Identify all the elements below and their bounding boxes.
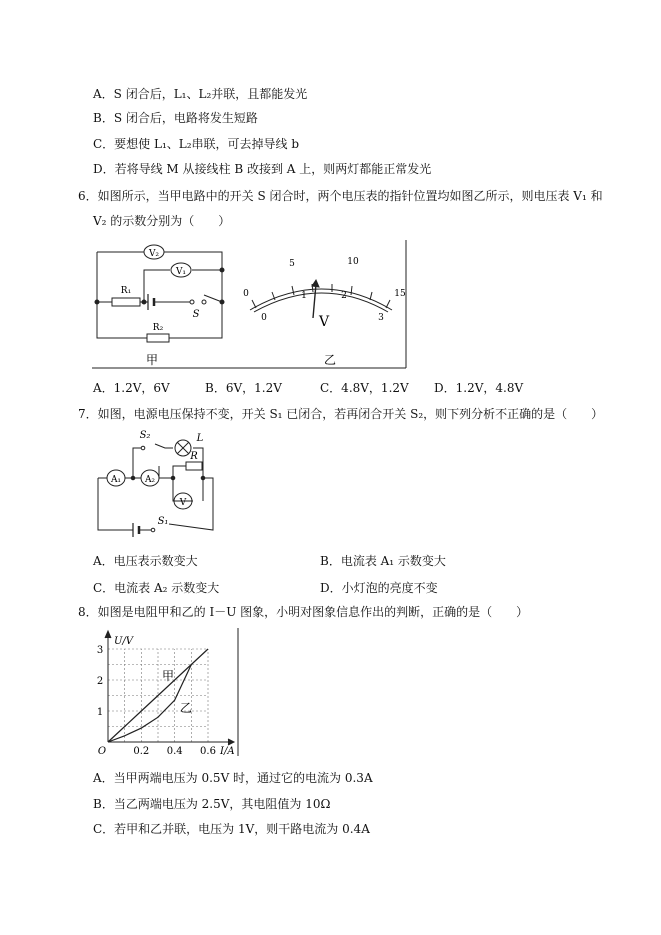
q5-option-b: B．S 闭合后，电路将发生短路 [93,111,258,125]
outer-tick-15: 15 [394,289,406,299]
q7-option-d: D．小灯泡的亮度不变 [320,581,438,595]
x-tick-label: 0.2 [133,746,150,757]
q7-figure [93,428,218,538]
x-axis-label: I/A [220,746,235,757]
q6-stem-line1: 6．如图所示，当甲电路中的开关 S 闭合时，两个电压表的指针位置均如图乙所示，则电压表 V₁ 和 [78,189,603,203]
outer-tick-0: 0 [243,289,249,299]
resistor-r1 [112,298,140,306]
q5-option-c: C．要想使 L₁、L₂串联，可去掉导线 b [93,137,300,151]
resistor-r [186,462,202,470]
meter-unit: V [318,314,330,330]
q6-stem-line2: V₂ 的示数分别为（ ） [93,214,231,228]
q7-option-b: B．电流表 A₁ 示数变大 [320,554,446,568]
q6-figure [92,240,412,370]
q8-chart [92,628,242,758]
label-yi: 乙 [323,353,337,367]
q8-stem: 8．如图是电阻甲和乙的 I－U 图象，小明对图象信息作出的判断，正确的是（ ） [78,605,529,619]
origin-label: O [97,746,107,757]
y-tick-label: 3 [96,645,104,656]
label-v: V [179,498,187,508]
label-a1: A₁ [110,475,122,485]
q7-option-a: A．电压表示数变大 [93,554,198,568]
outer-tick-5: 5 [289,259,295,269]
q5-option-d: D．若将导线 M 从接线柱 B 改接到 A 上，则两灯都能正常发光 [93,162,432,176]
x-tick-label: 0.6 [200,746,216,757]
label-jia: 甲 [145,353,159,367]
q6-option-c: C．4.8V，1.2V [320,381,409,395]
inner-tick-1: 1 [301,291,307,301]
label-r2: R₂ [152,323,164,333]
label-r: R [190,451,198,462]
voltmeter-dial [250,280,392,318]
label-v2: V₂ [148,249,160,259]
q6-option-a: A．1.2V，6V [93,381,170,395]
q7-stem: 7．如图，电源电压保持不变，开关 S₁ 已闭合，若再闭合开关 S₂，则下列分析不正确的是（ ） [78,407,604,421]
q8-option-b: B．当乙两端电压为 2.5V，其电阻值为 10Ω [93,797,331,811]
q6-option-b: B．6V，1.2V [205,381,282,395]
q7-option-c: C．电流表 A₂ 示数变大 [93,581,220,595]
q8-option-a: A．当甲两端电压为 0.5V 时，通过它的电流为 0.3A [93,771,373,785]
label-s2: S₂ [139,430,151,441]
label-a2: A₂ [144,475,156,485]
series-label-jia: 甲 [162,669,175,683]
outer-tick-10: 10 [347,257,359,267]
x-tick-label: 0.4 [166,746,183,757]
y-tick-label: 2 [96,676,104,687]
label-r1: R₁ [120,286,132,296]
q5-option-a: A．S 闭合后，L₁、L₂并联，且都能发光 [93,87,308,101]
label-s: S [192,309,200,320]
y-tick-label: 1 [96,707,104,718]
resistor-r2 [147,334,169,342]
q8-option-c: C．若甲和乙并联，电压为 1V，则干路电流为 0.4A [93,822,370,836]
label-v1: V₁ [175,267,187,277]
label-s1: S₁ [157,516,169,527]
y-axis-label: U/V [114,636,134,647]
label-l: L [196,433,204,444]
inner-tick-0: 0 [261,313,267,323]
inner-tick-3: 3 [378,313,384,323]
series-label-yi: 乙 [180,701,193,715]
inner-tick-2: 2 [341,291,347,301]
q6-option-d: D．1.2V，4.8V [434,381,524,395]
